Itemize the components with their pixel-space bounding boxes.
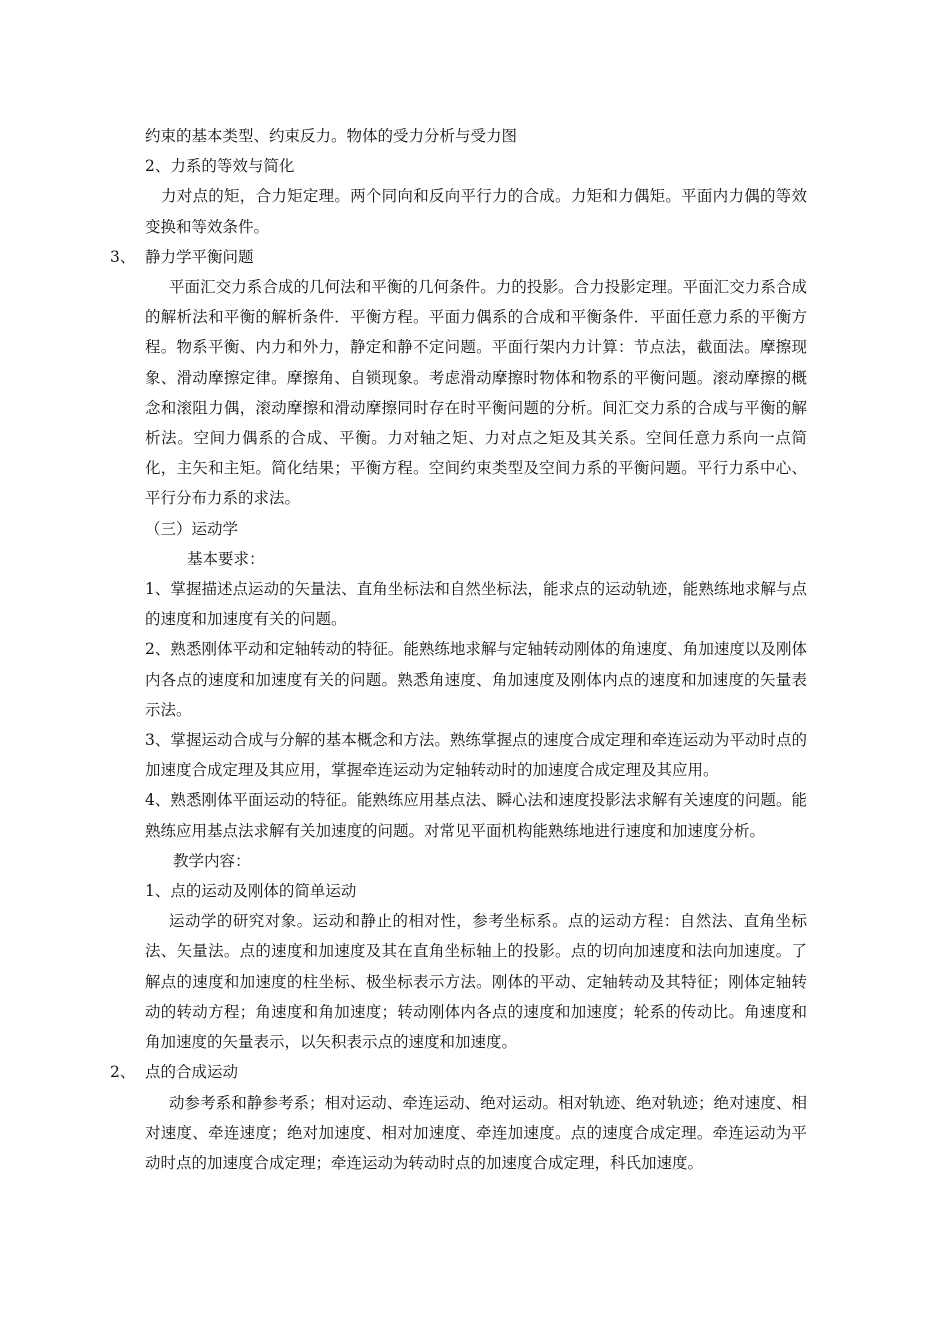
heading-text: 点的合成运动 — [145, 1063, 239, 1082]
heading-statics-equilibrium — [110, 242, 807, 272]
paragraph-constraint-types: 约束的基本类型、约束反力。物体的受力分析与受力图 — [145, 127, 518, 145]
subheading-teaching-content: 教学内容： — [173, 851, 251, 870]
requirement-item-4: 4、熟悉刚体平面运动的特征。能熟练应用基点法、瞬心法和速度投影法求解有关速度的问题。能熟练应用基点法求解有关加速度的问题。对常见平面机构能熟练地进行速度和加速度分析。 — [145, 791, 807, 840]
document-body — [110, 121, 807, 1178]
requirement-item-3: 3、掌握运动合成与分解的基本概念和方法。熟练掌握点的速度合成定理和牵连运动为平动时点的加速度合成定理及其应用，掌握牵连运动为定轴转动时的加速度合成定理及其应用。 — [145, 731, 807, 780]
requirement-item-2: 2、熟悉刚体平动和定轴转动的特征。能熟练地求解与定轴转动刚体的角速度、角加速度以及刚体内各点的速度和加速度有关的问题。熟悉角速度、角加速度及刚体内点的速度和加速度的矢量表示法。 — [145, 640, 807, 719]
heading-number: 2、 — [110, 1063, 136, 1082]
section-heading-kinematics: （三）运动学 — [145, 519, 239, 538]
heading-text: 静力学平衡问题 — [145, 247, 254, 266]
paragraph-point-motion-content: 运动学的研究对象。运动和静止的相对性，参考坐标系。点的运动方程：自然法、直角坐标法、矢量法。点的速度和加速度及其在直角坐标轴上的投影。点的切向加速度和法向加速度。了解点的速度和加速度的柱坐标、极坐标表示方法。刚体的平动、定轴转动及其特征；刚体定轴转动的转动方程；角速度和角加速度；转动刚体内各点的速度和加速度；轮系的传动比。角速度和角加速度的矢量表示，以矢积表示点的速度和加速度。 — [145, 912, 807, 1052]
heading-composite-motion — [110, 1057, 807, 1087]
paragraph-moment-and-couple: 力对点的矩，合力矩定理。两个同向和反向平行力的合成。力矩和力偶矩。平面内力偶的等效变换和等效条件。 — [145, 187, 807, 236]
requirement-item-1: 1、掌握描述点运动的矢量法、直角坐标法和自然坐标法，能求点的运动轨迹，能熟练地求解与点的速度和加速度有关的问题。 — [145, 580, 807, 629]
paragraph-composite-motion-content: 动参考系和静参考系；相对运动、牵连运动、绝对运动。相对轨迹、绝对轨迹；绝对速度、相对速度、牵连速度；绝对加速度、相对加速度、牵连加速度。点的速度合成定理。牵连运动为平动时点的加速度合成定理；牵连运动为转动时点的加速度合成定理，科氏加速度。 — [145, 1093, 807, 1172]
heading-point-motion: 1、点的运动及刚体的简单运动 — [145, 882, 357, 901]
heading-number: 3、 — [110, 247, 136, 266]
subheading-basic-requirements: 基本要求： — [187, 549, 265, 568]
paragraph-statics-content: 平面汇交力系合成的几何法和平衡的几何条件。力的投影。合力投影定理。平面汇交力系合成的解析法和平衡的解析条件．平衡方程。平面力偶系的合成和平衡条件．平面任意力系的平衡方程。物系平衡、内力和外力，静定和静不定问题。平面行架内力计算：节点法，截面法。摩擦现象、滑动摩擦定律。摩擦角、自锁现象。考虑滑动摩擦时物体和物系的平衡问题。滚动摩擦的概念和滚阻力偶，滚动摩擦和滑动摩擦同时存在时平衡问题的分析。间汇交力系的合成与平衡的解析法。空间力偶系的合成、平衡。力对轴之矩、力对点之矩及其关系。空间任意力系向一点简化，主矢和主矩。简化结果；平衡方程。空间约束类型及空间力系的平衡问题。平行力系中心、平行分布力系的求法。 — [145, 278, 807, 508]
heading-force-system-equivalence: 2、力系的等效与简化 — [145, 157, 295, 176]
